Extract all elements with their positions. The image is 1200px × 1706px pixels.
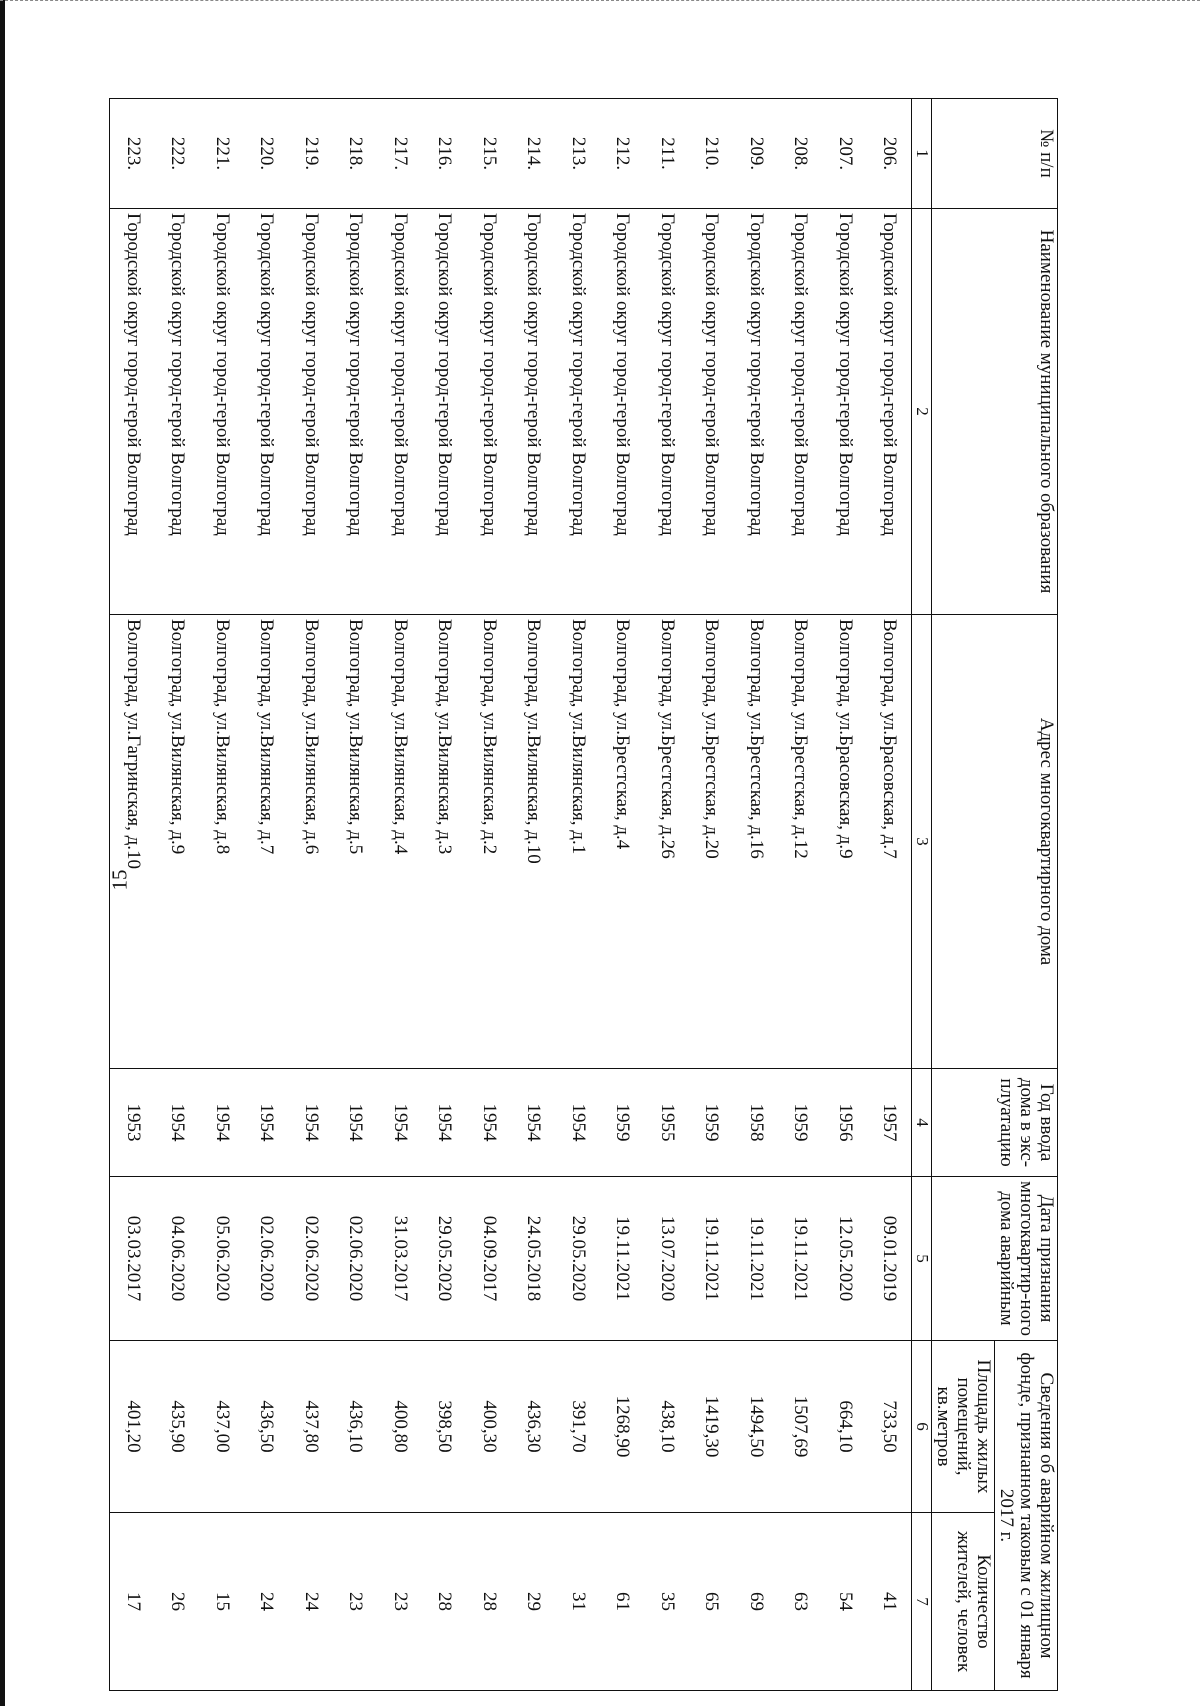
cell-municipality: Городской округ город-герой Волгоград bbox=[733, 209, 778, 615]
cell-address: Волгоград, ул.Вилянская, д.5 bbox=[333, 615, 378, 1069]
cell-residents: 65 bbox=[689, 1513, 734, 1691]
cell-no: 223. bbox=[110, 99, 155, 209]
cell-no: 216. bbox=[422, 99, 467, 209]
cell-area: 391,70 bbox=[555, 1341, 600, 1513]
header-date: Дата признания многоквартир-ного дома аварийным bbox=[932, 1177, 1058, 1341]
col-number: 6 bbox=[912, 1341, 932, 1513]
cell-area: 436,30 bbox=[511, 1341, 556, 1513]
cell-address: Волгоград, ул.Вилянская, д.6 bbox=[288, 615, 333, 1069]
header-year: Год ввода дома в экс-плуатацию bbox=[932, 1069, 1058, 1177]
cell-area: 1419,30 bbox=[689, 1341, 734, 1513]
cell-municipality: Городской округ город-герой Волгоград bbox=[110, 209, 155, 615]
cell-date: 02.06.2020 bbox=[244, 1177, 289, 1341]
cell-no: 211. bbox=[644, 99, 689, 209]
cell-residents: 61 bbox=[600, 1513, 645, 1691]
cell-residents: 23 bbox=[377, 1513, 422, 1691]
cell-residents: 31 bbox=[555, 1513, 600, 1691]
table-row bbox=[733, 99, 778, 1691]
cell-date: 04.09.2017 bbox=[466, 1177, 511, 1341]
cell-residents: 41 bbox=[867, 1513, 912, 1691]
cell-area: 664,10 bbox=[822, 1341, 867, 1513]
cell-date: 13.07.2020 bbox=[644, 1177, 689, 1341]
cell-date: 31.03.2017 bbox=[377, 1177, 422, 1341]
cell-address: Волгоград, ул.Вилянская, д.4 bbox=[377, 615, 422, 1069]
cell-date: 04.06.2020 bbox=[155, 1177, 200, 1341]
cell-no: 221. bbox=[199, 99, 244, 209]
table-row bbox=[778, 99, 823, 1691]
header-municipality: Наименование муниципального образования bbox=[932, 209, 1058, 615]
table-row bbox=[333, 99, 378, 1691]
cell-no: 219. bbox=[288, 99, 333, 209]
cell-address: Волгоград, ул.Вилянская, д.9 bbox=[155, 615, 200, 1069]
cell-no: 220. bbox=[244, 99, 289, 209]
cell-address: Волгоград, ул.Вилянская, д.10 bbox=[511, 615, 556, 1069]
table-row bbox=[511, 99, 556, 1691]
cell-no: 213. bbox=[555, 99, 600, 209]
cell-year: 1959 bbox=[778, 1069, 823, 1177]
cell-area: 401,20 bbox=[110, 1341, 155, 1513]
table-row bbox=[199, 99, 244, 1691]
cell-residents: 35 bbox=[644, 1513, 689, 1691]
cell-residents: 15 bbox=[199, 1513, 244, 1691]
housing-table bbox=[109, 98, 1058, 1691]
col-number: 4 bbox=[912, 1069, 932, 1177]
cell-residents: 69 bbox=[733, 1513, 778, 1691]
cell-year: 1954 bbox=[511, 1069, 556, 1177]
table-row bbox=[600, 99, 645, 1691]
cell-year: 1957 bbox=[867, 1069, 912, 1177]
cell-area: 400,30 bbox=[466, 1341, 511, 1513]
cell-date: 05.06.2020 bbox=[199, 1177, 244, 1341]
cell-address: Волгоград, ул.Вилянская, д.8 bbox=[199, 615, 244, 1069]
table-row bbox=[689, 99, 734, 1691]
document-sheet bbox=[122, 98, 1058, 1690]
table-row bbox=[377, 99, 422, 1691]
cell-address: Волгоград, ул.Вилянская, д.3 bbox=[422, 615, 467, 1069]
cell-residents: 26 bbox=[155, 1513, 200, 1691]
cell-address: Волгоград, ул.Брестская, д.26 bbox=[644, 615, 689, 1069]
cell-residents: 63 bbox=[778, 1513, 823, 1691]
header-group: Сведения об аварийном жилищном фонде, признанном таковым с 01 января 2017 г. bbox=[995, 1341, 1058, 1691]
col-number: 5 bbox=[912, 1177, 932, 1341]
col-number: 1 bbox=[912, 99, 932, 209]
cell-year: 1953 bbox=[110, 1069, 155, 1177]
cell-residents: 24 bbox=[244, 1513, 289, 1691]
cell-year: 1954 bbox=[333, 1069, 378, 1177]
cell-year: 1958 bbox=[733, 1069, 778, 1177]
cell-area: 435,90 bbox=[155, 1341, 200, 1513]
table-row bbox=[644, 99, 689, 1691]
cell-area: 437,80 bbox=[288, 1341, 333, 1513]
cell-year: 1954 bbox=[199, 1069, 244, 1177]
cell-year: 1954 bbox=[155, 1069, 200, 1177]
cell-date: 12.05.2020 bbox=[822, 1177, 867, 1341]
cell-residents: 23 bbox=[333, 1513, 378, 1691]
table-row bbox=[110, 99, 155, 1691]
cell-area: 398,50 bbox=[422, 1341, 467, 1513]
col-number: 2 bbox=[912, 209, 932, 615]
cell-residents: 17 bbox=[110, 1513, 155, 1691]
cell-address: Волгоград, ул.Гагринская, д.10 bbox=[110, 615, 155, 1069]
cell-date: 19.11.2021 bbox=[733, 1177, 778, 1341]
cell-year: 1956 bbox=[822, 1069, 867, 1177]
cell-year: 1954 bbox=[288, 1069, 333, 1177]
cell-date: 02.06.2020 bbox=[288, 1177, 333, 1341]
cell-area: 437,00 bbox=[199, 1341, 244, 1513]
cell-address: Волгоград, ул.Брестская, д.12 bbox=[778, 615, 823, 1069]
cell-area: 438,10 bbox=[644, 1341, 689, 1513]
cell-municipality: Городской округ город-герой Волгоград bbox=[600, 209, 645, 615]
cell-municipality: Городской округ город-герой Волгоград bbox=[778, 209, 823, 615]
header-residents: Количество жителей, человек bbox=[932, 1513, 995, 1691]
cell-address: Волгоград, ул.Брасовская, д.7 bbox=[867, 615, 912, 1069]
cell-year: 1955 bbox=[644, 1069, 689, 1177]
cell-municipality: Городской округ город-герой Волгоград bbox=[244, 209, 289, 615]
table-row bbox=[422, 99, 467, 1691]
cell-date: 03.03.2017 bbox=[110, 1177, 155, 1341]
cell-municipality: Городской округ город-герой Волгоград bbox=[555, 209, 600, 615]
cell-date: 02.06.2020 bbox=[333, 1177, 378, 1341]
table-row bbox=[822, 99, 867, 1691]
cell-municipality: Городской округ город-герой Волгоград bbox=[822, 209, 867, 615]
cell-residents: 29 bbox=[511, 1513, 556, 1691]
cell-address: Волгоград, ул.Вилянская, д.1 bbox=[555, 615, 600, 1069]
cell-year: 1959 bbox=[600, 1069, 645, 1177]
cell-date: 19.11.2021 bbox=[689, 1177, 734, 1341]
cell-area: 436,10 bbox=[333, 1341, 378, 1513]
scan-edge-top bbox=[0, 0, 1200, 3]
cell-year: 1954 bbox=[555, 1069, 600, 1177]
col-number: 3 bbox=[912, 615, 932, 1069]
header-address: Адрес многоквартирного дома bbox=[932, 615, 1058, 1069]
cell-municipality: Городской округ город-герой Волгоград bbox=[689, 209, 734, 615]
cell-no: 209. bbox=[733, 99, 778, 209]
cell-area: 1494,50 bbox=[733, 1341, 778, 1513]
cell-address: Волгоград, ул.Вилянская, д.7 bbox=[244, 615, 289, 1069]
cell-residents: 24 bbox=[288, 1513, 333, 1691]
page-number: 15 bbox=[107, 869, 132, 891]
table-row bbox=[867, 99, 912, 1691]
cell-year: 1954 bbox=[377, 1069, 422, 1177]
cell-area: 1507,69 bbox=[778, 1341, 823, 1513]
cell-municipality: Городской округ город-герой Волгоград bbox=[333, 209, 378, 615]
cell-year: 1954 bbox=[422, 1069, 467, 1177]
cell-no: 207. bbox=[822, 99, 867, 209]
cell-municipality: Городской округ город-герой Волгоград bbox=[199, 209, 244, 615]
cell-address: Волгоград, ул.Брестская, д.20 bbox=[689, 615, 734, 1069]
cell-no: 222. bbox=[155, 99, 200, 209]
scan-edge bbox=[0, 0, 5, 1706]
cell-year: 1954 bbox=[244, 1069, 289, 1177]
cell-no: 206. bbox=[867, 99, 912, 209]
table-row bbox=[466, 99, 511, 1691]
cell-year: 1954 bbox=[466, 1069, 511, 1177]
cell-municipality: Городской округ город-герой Волгоград bbox=[377, 209, 422, 615]
cell-residents: 28 bbox=[466, 1513, 511, 1691]
cell-municipality: Городской округ город-герой Волгоград bbox=[466, 209, 511, 615]
cell-municipality: Городской округ город-герой Волгоград bbox=[867, 209, 912, 615]
cell-no: 218. bbox=[333, 99, 378, 209]
cell-area: 733,50 bbox=[867, 1341, 912, 1513]
cell-address: Волгоград, ул.Брасовская, д.9 bbox=[822, 615, 867, 1069]
cell-date: 19.11.2021 bbox=[778, 1177, 823, 1341]
cell-area: 400,80 bbox=[377, 1341, 422, 1513]
cell-no: 214. bbox=[511, 99, 556, 209]
cell-year: 1959 bbox=[689, 1069, 734, 1177]
cell-no: 210. bbox=[689, 99, 734, 209]
col-number: 7 bbox=[912, 1513, 932, 1691]
table-body bbox=[107, 99, 912, 1691]
cell-municipality: Городской округ город-герой Волгоград bbox=[422, 209, 467, 615]
table-row bbox=[244, 99, 289, 1691]
header-no: № п/п bbox=[932, 99, 1058, 209]
cell-no: 208. bbox=[778, 99, 823, 209]
cell-residents: 28 bbox=[422, 1513, 467, 1691]
table-row bbox=[555, 99, 600, 1691]
cell-municipality: Городской округ город-герой Волгоград bbox=[644, 209, 689, 615]
cell-municipality: Городской округ город-герой Волгоград bbox=[288, 209, 333, 615]
table-row bbox=[155, 99, 200, 1691]
cell-address: Волгоград, ул.Брестская, д.4 bbox=[600, 615, 645, 1069]
cell-date: 24.05.2018 bbox=[511, 1177, 556, 1341]
cell-residents: 54 bbox=[822, 1513, 867, 1691]
cell-area: 436,50 bbox=[244, 1341, 289, 1513]
cell-address: Волгоград, ул.Вилянская, д.2 bbox=[466, 615, 511, 1069]
cell-date: 19.11.2021 bbox=[600, 1177, 645, 1341]
cell-date: 09.01.2019 bbox=[867, 1177, 912, 1341]
table-row bbox=[288, 99, 333, 1691]
cell-no: 212. bbox=[600, 99, 645, 209]
cell-date: 29.05.2020 bbox=[422, 1177, 467, 1341]
header-area: Площадь жилых помещений, кв.метров bbox=[932, 1341, 995, 1513]
cell-no: 215. bbox=[466, 99, 511, 209]
cell-area: 1268,90 bbox=[600, 1341, 645, 1513]
cell-municipality: Городской округ город-герой Волгоград bbox=[155, 209, 200, 615]
cell-date: 29.05.2020 bbox=[555, 1177, 600, 1341]
cell-no: 217. bbox=[377, 99, 422, 209]
cell-municipality: Городской округ город-герой Волгоград bbox=[511, 209, 556, 615]
cell-address: Волгоград, ул.Брестская, д.16 bbox=[733, 615, 778, 1069]
